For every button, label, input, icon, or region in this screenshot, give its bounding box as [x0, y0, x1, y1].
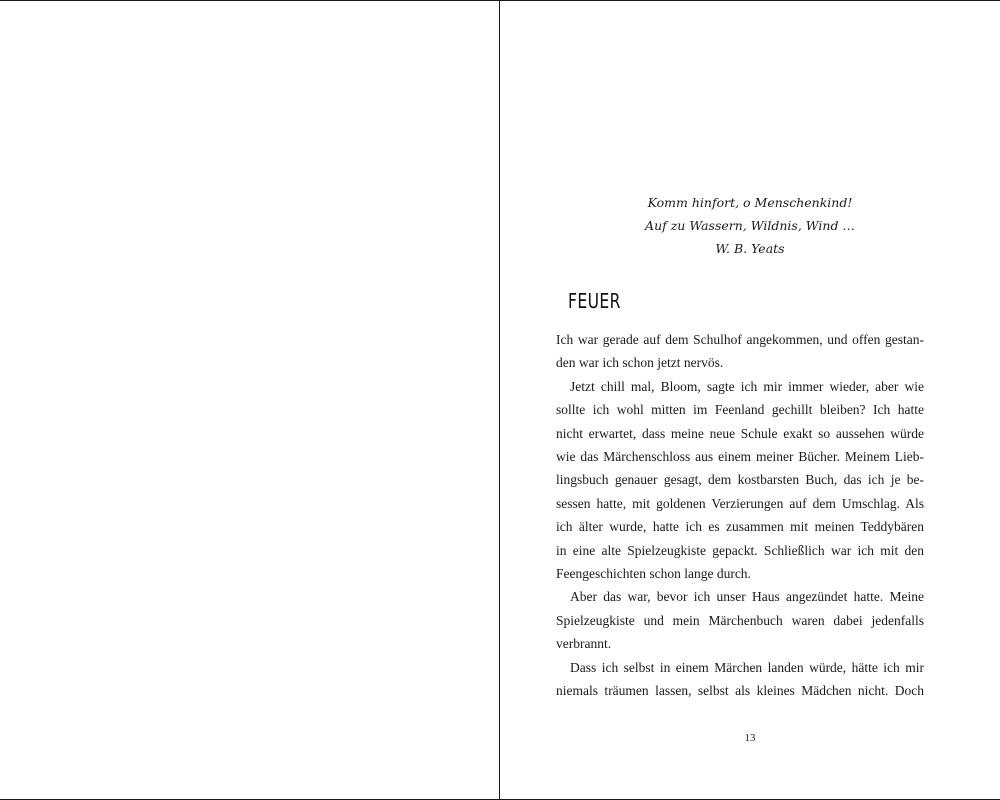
body-line: sollte ich wohl mitten im Feenland gechillt bleiben? Ich hatte	[556, 402, 924, 418]
body-line: wie das Märchenschloss aus einem meiner Bücher. Meinem Lieb-	[556, 449, 924, 465]
body-line: verbrannt.	[556, 636, 612, 652]
epigraph-author: W. B. Yeats	[715, 241, 785, 256]
body-line: lingsbuch genauer gesagt, dem kostbarsten Buch, das ich je be-	[556, 472, 924, 488]
left-page	[0, 1, 500, 799]
body-line: Jetzt chill mal, Bloom, sagte ich mir immer wieder, aber wie	[570, 378, 924, 394]
body-line: in eine alte Spielzeugkiste gepackt. Schließlich war ich mit den	[556, 542, 924, 558]
body-line: Feengeschichten schon lange durch.	[556, 566, 751, 582]
epigraph-line-2: Auf zu Wassern, Wildnis, Wind …	[645, 218, 855, 233]
body-line: ich älter wurde, hatte ich es zusammen mit meinen Teddybären	[556, 519, 924, 535]
body-line: Spielzeugkiste und mein Märchenbuch waren dabei jedenfalls	[556, 612, 924, 628]
body-line: Aber das war, bevor ich unser Haus angezündet hatte. Meine	[570, 589, 924, 605]
body-line: niemals träumen lassen, selbst als kleines Mädchen nicht. Doch	[556, 683, 924, 699]
page-number: 13	[744, 732, 756, 744]
right-page	[500, 1, 1000, 799]
body-line: Ich war gerade auf dem Schulhof angekommen, und offen gestan-	[556, 332, 924, 347]
body-text	[556, 328, 924, 703]
epigraph-line-1: Komm hinfort, o Menschenkind!	[647, 195, 853, 210]
body-line: sessen hatte, mit goldenen Verzierungen auf dem Umschlag. Als	[556, 495, 924, 511]
body-line: den war ich schon jetzt nervös.	[556, 355, 724, 371]
epigraph	[500, 191, 1000, 260]
chapter-title: FEUER	[568, 289, 621, 313]
body-line: Dass ich selbst in einem Märchen landen würde, hätte ich mir	[570, 659, 924, 675]
body-line: nicht erwartet, dass meine neue Schule exakt so aussehen würde	[556, 425, 924, 441]
